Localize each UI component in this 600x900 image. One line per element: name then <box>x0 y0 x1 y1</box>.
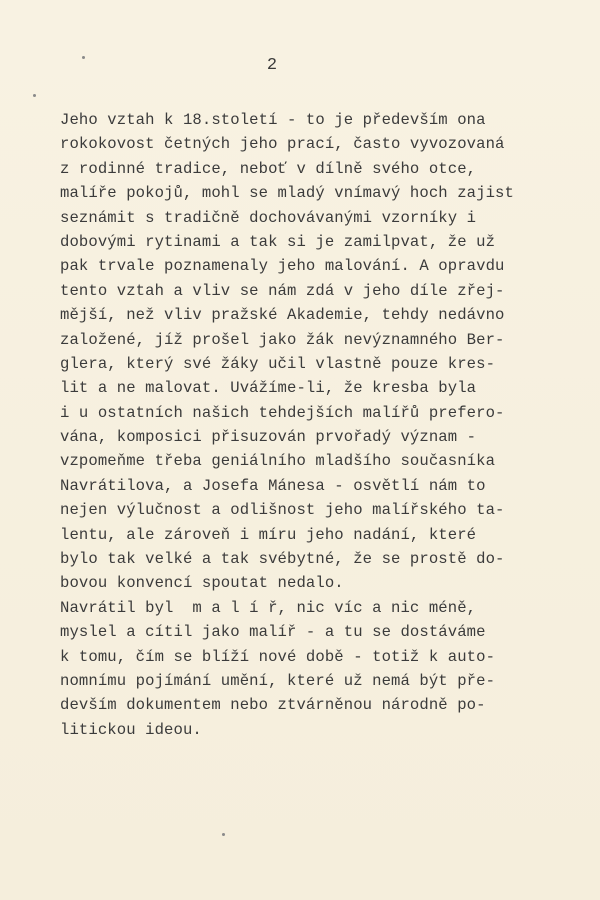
text-line: mější, než vliv pražské Akademie, tehdy nedávno <box>60 306 505 325</box>
text-line: malíře pokojů, mohl se mladý vnímavý hoch zajist <box>60 184 514 203</box>
text-line: i u ostatních našich tehdejších malířů prefero- <box>60 403 505 422</box>
text-line: bovou konvencí spoutat nedalo. <box>60 574 344 593</box>
text-line: Navrátil byl m a l í ř, nic víc a nic méně, <box>60 598 477 617</box>
text-line: nomnímu pojímání umění, které už nemá být pře- <box>60 671 496 690</box>
text-line: k tomu, čím se blíží nové době - totiž k auto- <box>60 647 496 666</box>
paper-speck <box>222 833 225 836</box>
text-line: z rodinné tradice, neboť v dílně svého otce, <box>60 159 477 178</box>
text-line: tento vztah a vliv se nám zdá v jeho díle zřej- <box>60 281 505 300</box>
page-number: 2 <box>266 56 278 75</box>
text-line: vána, komposici přisuzován prvořadý význam - <box>60 428 477 447</box>
text-line: Navrátilova, a Josefa Mánesa - osvětlí nám to <box>60 476 486 495</box>
text-line: litickou ideou. <box>60 720 202 739</box>
text-line: vzpomeňme třeba geniálního mladšího současníka <box>60 452 496 471</box>
text-line: bylo tak velké a tak svébytné, že se prostě do- <box>60 550 505 569</box>
text-line: lit a ne malovat. Uvážíme-li, že kresba byla <box>60 379 477 398</box>
text-line: dobovými rytinami a tak si je zamilpvat, že už <box>60 232 496 251</box>
text-line: založené, jíž prošel jako žák nevýznamného Ber- <box>60 330 505 349</box>
text-line: nejen výlučnost a odlišnost jeho malířského ta- <box>60 501 505 520</box>
text-line: devším dokumentem nebo ztvárněnou národně po- <box>60 696 486 715</box>
text-line: Jeho vztah k 18.století - to je především ona <box>60 111 486 129</box>
text-line: lentu, ale zároveň i míru jeho nadání, které <box>60 525 477 544</box>
text-line: myslel a cítil jako malíř - a tu se dostáváme <box>60 623 486 642</box>
text-line: rokokovost četných jeho prací, často vyvozovaná <box>60 135 505 154</box>
paper-speck <box>33 94 36 97</box>
text-line: glera, který své žáky učil vlastně pouze kres- <box>60 354 496 373</box>
text-line: pak trvale poznamenaly jeho malování. A opravdu <box>60 257 505 276</box>
text-line: seznámit s tradičně dochovávanými vzorníky i <box>60 208 477 227</box>
typewritten-text-body <box>60 108 600 742</box>
